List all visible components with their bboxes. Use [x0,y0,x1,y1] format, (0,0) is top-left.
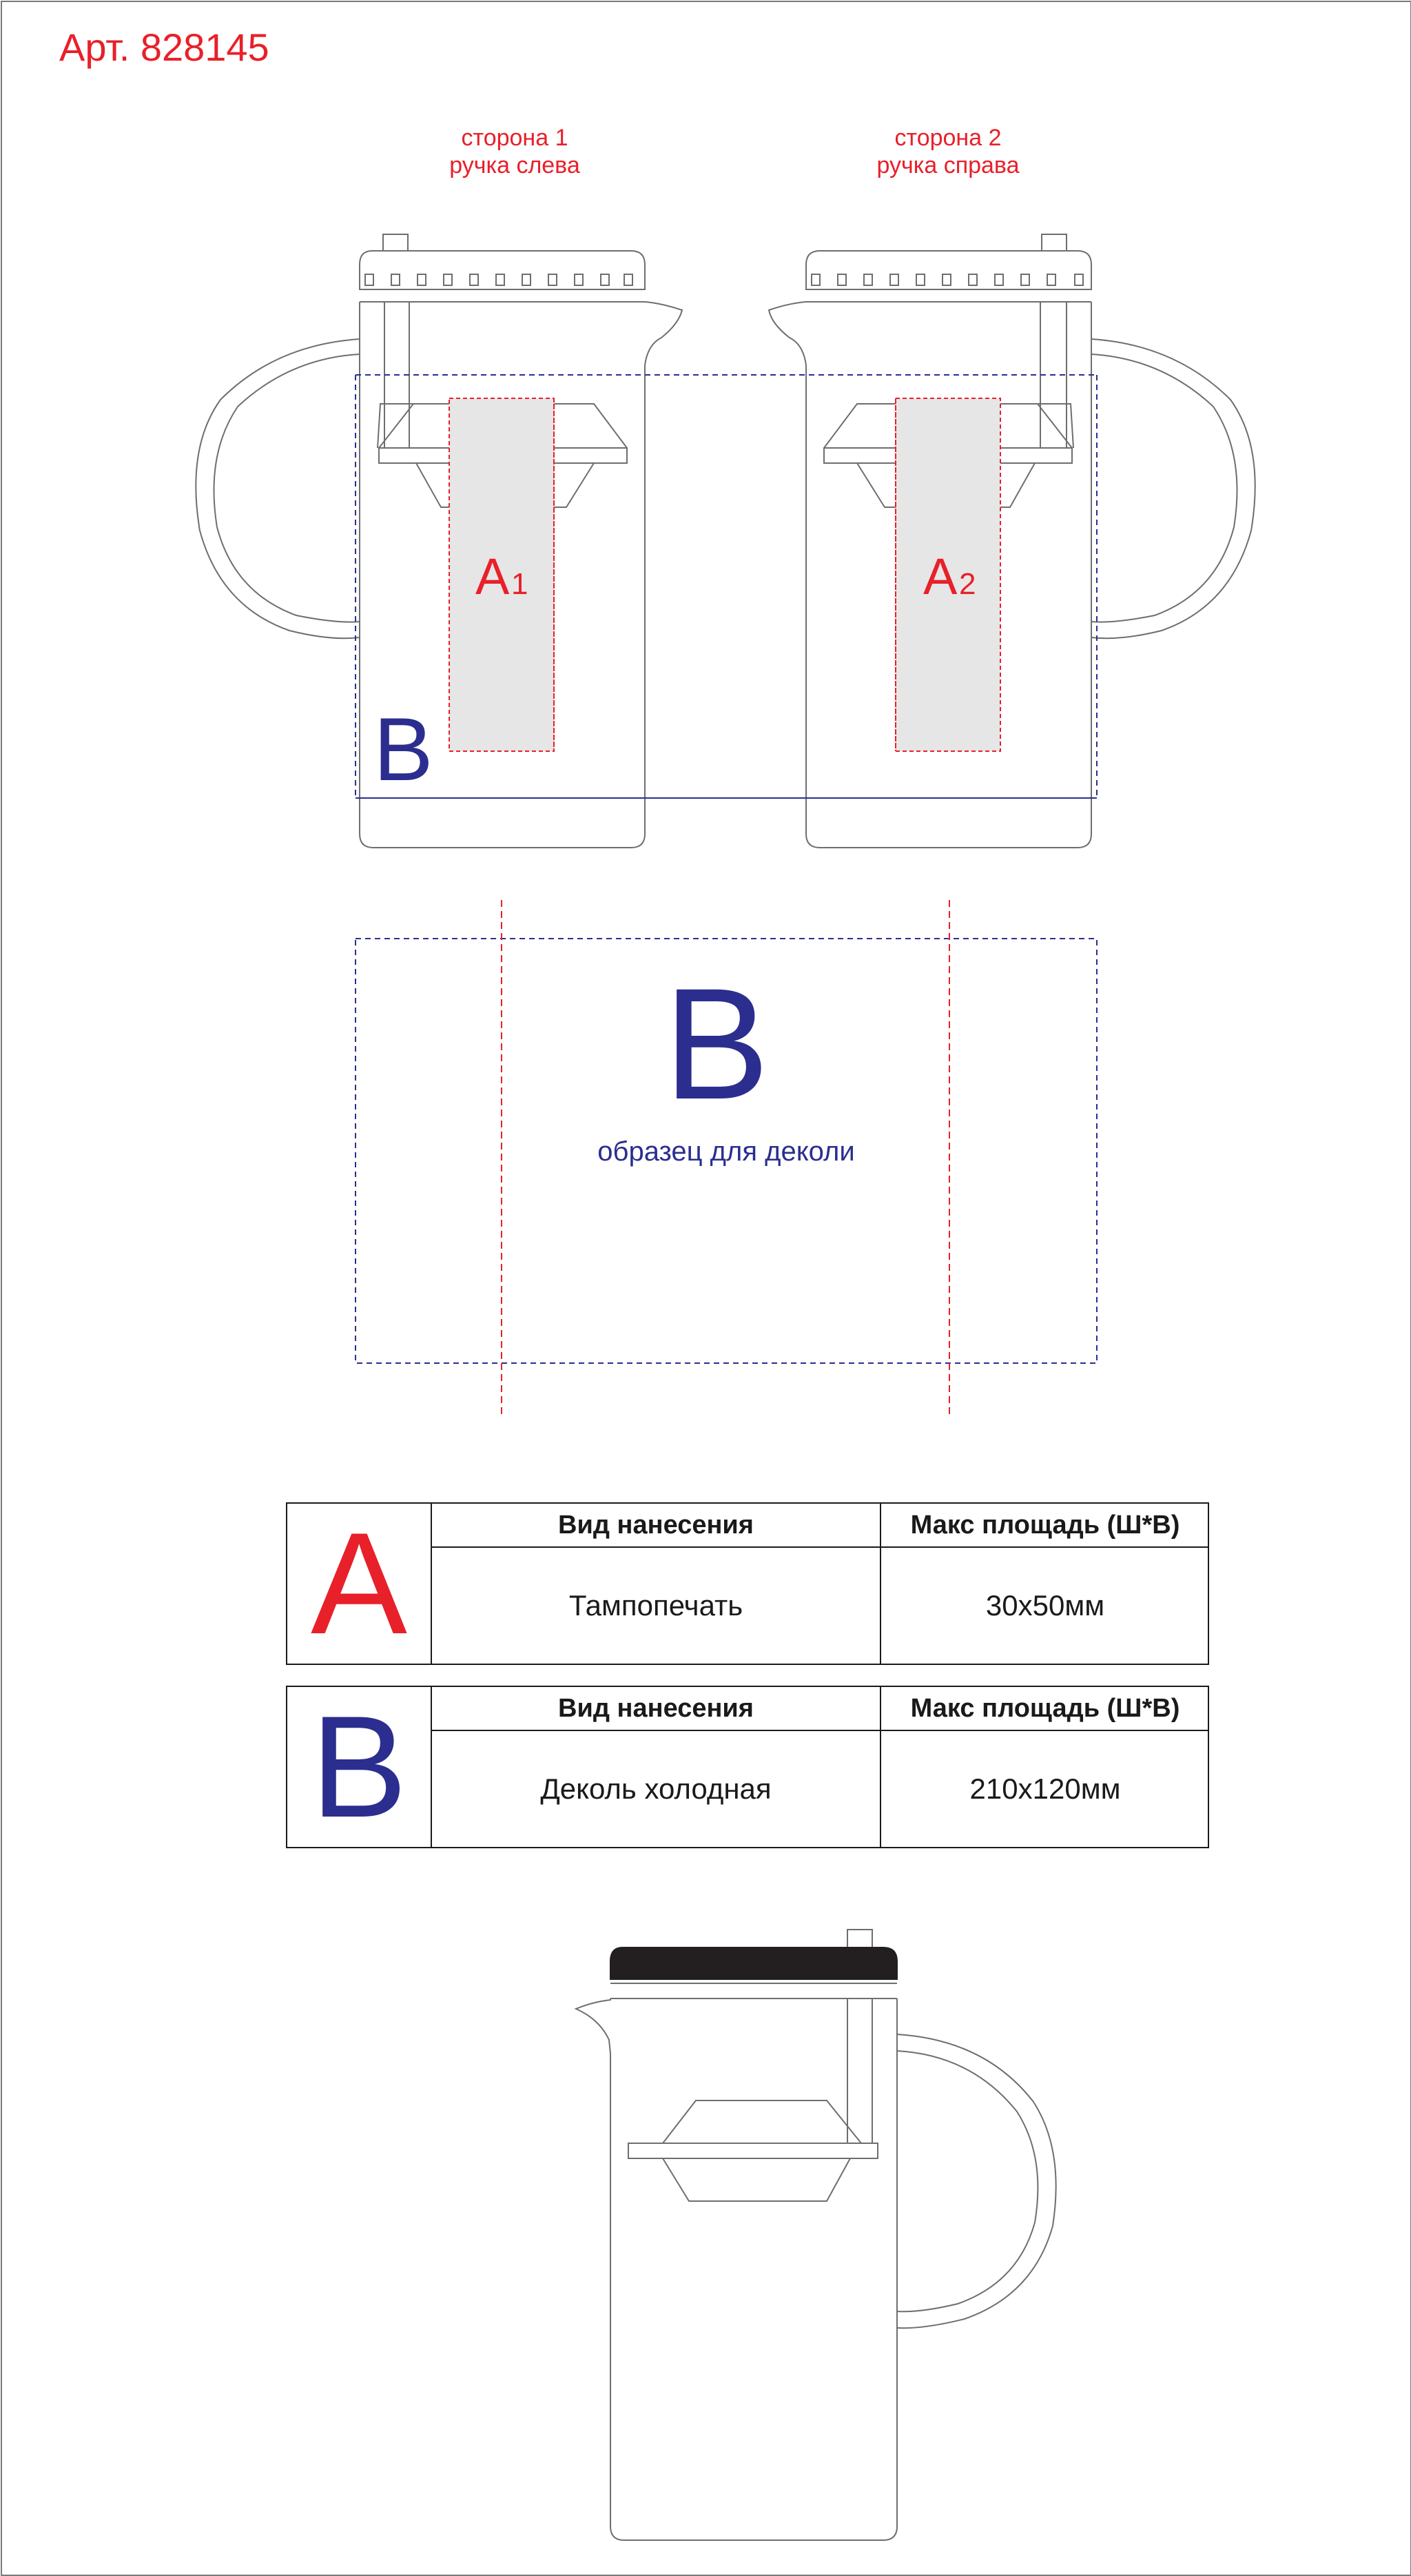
article-number: Арт. 828145 [59,25,269,69]
table-a-col2-header: Макс площадь (Ш*В) [880,1504,1209,1548]
table-b-area: 210x120мм [880,1731,1209,1847]
side-1-subtitle: ручка слева [449,152,580,178]
illustration-handle-inner [897,2051,1038,2311]
zone-a1-subscript: 1 [511,567,528,601]
jug-side-1 [196,234,682,848]
table-b-letter: B [287,1687,432,1847]
table-b-col1-header: Вид нанесения [432,1687,880,1731]
table-a-letter: A [287,1504,432,1664]
illustration-filter-cone [663,2100,861,2201]
zone-b-letter: B [373,699,433,799]
lid-2 [806,251,1091,289]
handle-inner-2 [1091,354,1237,622]
illustration-lid [610,1948,897,1979]
illustration-filter-plate [628,2143,878,2158]
jug-side-2 [769,234,1255,848]
side-2-title: сторона 2 [894,125,1002,151]
jug-illustration [576,1930,1056,2540]
lid-knob-2 [1042,234,1067,251]
table-a [286,1502,1209,1665]
illustration-handle-outer [897,2034,1056,2328]
table-b-method: Деколь холодная [540,1772,772,1805]
table-a-method: Тампопечать [568,1589,743,1622]
handle-outer-2 [1091,339,1255,638]
illustration-knob [847,1930,872,1948]
lid-1 [360,251,645,289]
lid-vents-2 [812,274,1083,285]
decal-sample-letter: B [663,955,770,1132]
table-a-col1-header: Вид нанесения [432,1504,880,1548]
zone-a2-letter: A [923,548,958,605]
side-2-subtitle: ручка справа [876,152,1020,178]
side-1-title: сторона 1 [461,125,568,151]
zone-a2-subscript: 2 [959,567,976,601]
table-a-area: 30x50мм [880,1548,1209,1664]
table-b-col2-header: Макс площадь (Ш*В) [880,1687,1209,1731]
table-b [286,1686,1209,1848]
decal-sample-caption: образец для деколи [597,1136,855,1167]
handle-outer-1 [196,339,360,638]
lid-knob-1 [383,234,408,251]
lid-vents-1 [365,274,632,285]
zone-a1-letter: A [475,548,510,605]
illustration-body [576,1999,897,2540]
handle-inner-1 [214,354,360,622]
